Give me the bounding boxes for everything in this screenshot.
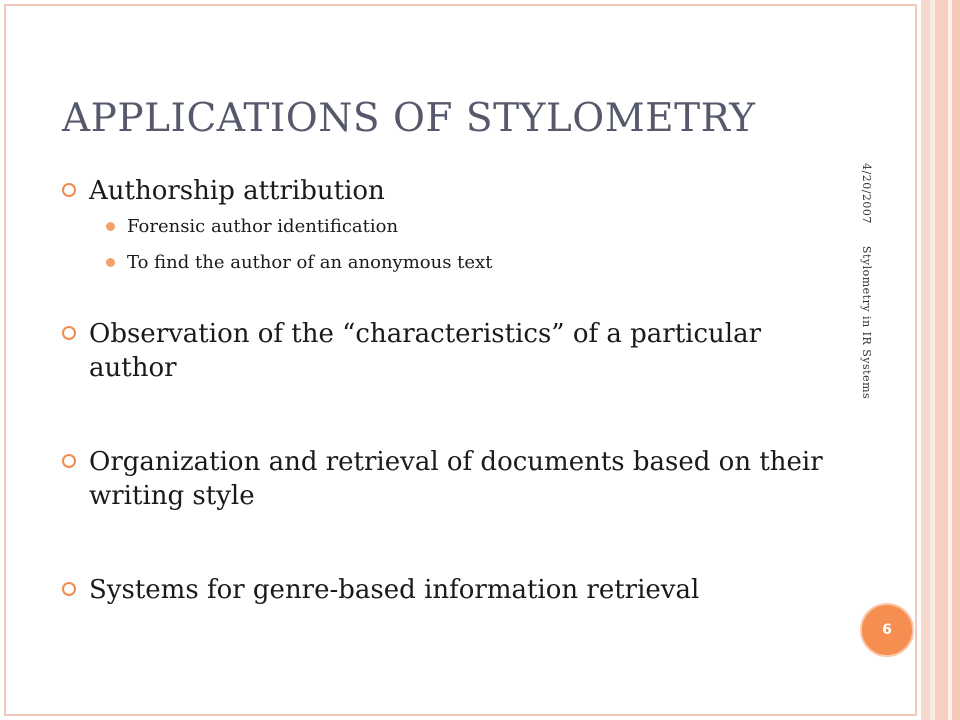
side-footer — [860, 163, 873, 463]
orange-ring-icon — [62, 582, 76, 596]
side-stripe — [921, 0, 930, 720]
bullet-item — [62, 445, 852, 513]
bullet-text: Systems for genre-based information retrieval — [89, 575, 700, 605]
bullet-text: Authorship attribution — [89, 176, 385, 206]
sub-bullet-text: To find the author of an anonymous text — [127, 252, 493, 273]
page-number-badge: 6 — [860, 603, 914, 657]
sub-bullet-item — [62, 251, 852, 275]
footer-text: Stylometry in IR Systems — [860, 245, 873, 400]
slide-title: APPLICATIONS OF STYLOMETRY — [62, 96, 756, 141]
bullet-item — [62, 573, 852, 607]
side-stripe — [952, 0, 960, 720]
orange-dot-icon — [106, 222, 115, 231]
bullet-text: Organization and retrieval of documents based on their writing style — [89, 447, 823, 511]
orange-ring-icon — [62, 183, 76, 197]
orange-ring-icon — [62, 454, 76, 468]
orange-dot-icon — [106, 258, 115, 267]
bullet-text: Observation of the “characteristics” of a particular author — [89, 319, 762, 383]
bullet-item — [62, 174, 852, 208]
bullet-list — [62, 174, 852, 607]
bullet-item — [62, 317, 852, 385]
slide-date: 4/20/2007 — [860, 163, 873, 224]
sub-bullet-text: Forensic author identification — [127, 216, 399, 237]
orange-ring-icon — [62, 326, 76, 340]
side-stripe — [935, 0, 948, 720]
sub-bullet-item — [62, 215, 852, 239]
